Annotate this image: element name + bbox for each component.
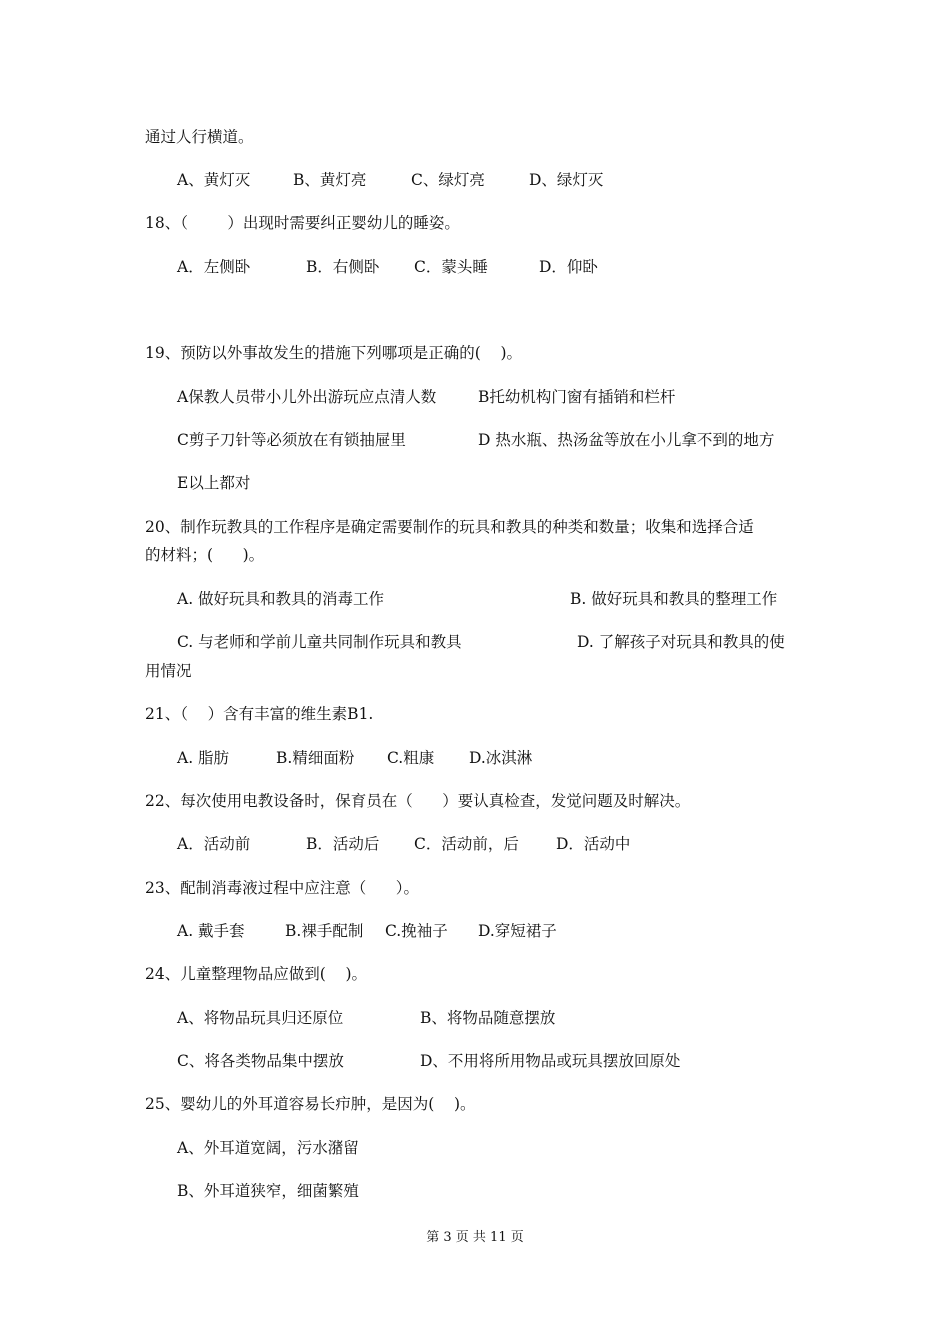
q20-option-b: B. 做好玩具和教具的整理工作	[570, 590, 778, 608]
q18-option-d: D．仰卧	[539, 258, 598, 276]
question-18: 18、（ ）出现时需要纠正婴幼儿的睡姿。	[145, 214, 460, 232]
q22-option-a: A．活动前	[177, 835, 251, 853]
q24-option-c: C、将各类物品集中摆放	[177, 1052, 344, 1070]
q24-option-d: D、不用将所用物品或玩具摆放回原处	[420, 1052, 681, 1070]
q20-option-c: C. 与老师和学前儿童共同制作玩具和教具	[177, 633, 462, 651]
q23-option-a: A. 戴手套	[177, 922, 245, 940]
q17-option-b: B、黄灯亮	[293, 171, 367, 189]
q25-option-b: B、外耳道狭窄，细菌繁殖	[177, 1182, 359, 1200]
q21-option-b: B.精细面粉	[276, 749, 355, 767]
q18-option-a: A．左侧卧	[177, 258, 251, 276]
page-number-footer: 第 3 页 共 11 页	[426, 1230, 524, 1245]
q17-option-d: D、绿灯灭	[529, 171, 604, 189]
question-22: 22、每次使用电教设备时，保育员在（ ）要认真检查，发觉问题及时解决。	[145, 792, 691, 810]
q24-option-a: A、将物品玩具归还原位	[177, 1009, 344, 1027]
q19-option-d: D 热水瓶、热汤盆等放在小儿拿不到的地方	[478, 431, 775, 449]
q19-option-e: E以上都对	[177, 474, 251, 492]
q18-option-c: C．蒙头睡	[414, 258, 488, 276]
q25-option-a: A、外耳道宽阔，污水潴留	[177, 1139, 359, 1157]
q21-option-d: D.冰淇淋	[469, 749, 533, 767]
question-21: 21、（ ）含有丰富的维生素B1.	[145, 705, 374, 723]
q24-option-b: B、将物品随意摆放	[420, 1009, 556, 1027]
q20-option-a: A. 做好玩具和教具的消毒工作	[177, 590, 385, 608]
q23-option-b: B.裸手配制	[285, 922, 364, 940]
q21-option-a: A. 脂肪	[177, 749, 230, 767]
question-23: 23、配制消毒液过程中应注意（ ）。	[145, 879, 420, 897]
q21-option-c: C.粗康	[387, 749, 435, 767]
q19-option-b: B托幼机构门窗有插销和栏杆	[478, 388, 676, 406]
question-20-line-2: 的材料；( )。	[145, 546, 265, 564]
q20-option-d: D. 了解孩子对玩具和教具的使	[577, 633, 785, 651]
q23-option-d: D.穿短裙子	[478, 922, 557, 940]
q22-option-d: D．活动中	[556, 835, 631, 853]
q23-option-c: C.挽袖子	[385, 922, 448, 940]
question-24: 24、儿童整理物品应做到( )。	[145, 965, 368, 983]
q22-option-c: C．活动前，后	[414, 835, 519, 853]
question-25: 25、婴幼儿的外耳道容易长疖肿，是因为( )。	[145, 1095, 476, 1113]
question-20: 20、制作玩教具的工作程序是确定需要制作的玩具和教具的种类和数量；收集和选择合适	[145, 518, 754, 536]
q22-option-b: B．活动后	[306, 835, 380, 853]
q19-option-c: C剪子刀针等必须放在有锁抽屉里	[177, 431, 406, 449]
q17-option-c: C、绿灯亮	[411, 171, 485, 189]
question-17-continuation: 通过人行横道。	[145, 128, 254, 146]
q18-option-b: B．右侧卧	[306, 258, 380, 276]
question-19: 19、预防以外事故发生的措施下列哪项是正确的( )。	[145, 344, 523, 362]
q17-option-a: A、黄灯灭	[177, 171, 251, 189]
q19-option-a: A保教人员带小儿外出游玩应点清人数	[177, 388, 437, 406]
q20-option-d-continuation: 用情况	[145, 662, 192, 680]
